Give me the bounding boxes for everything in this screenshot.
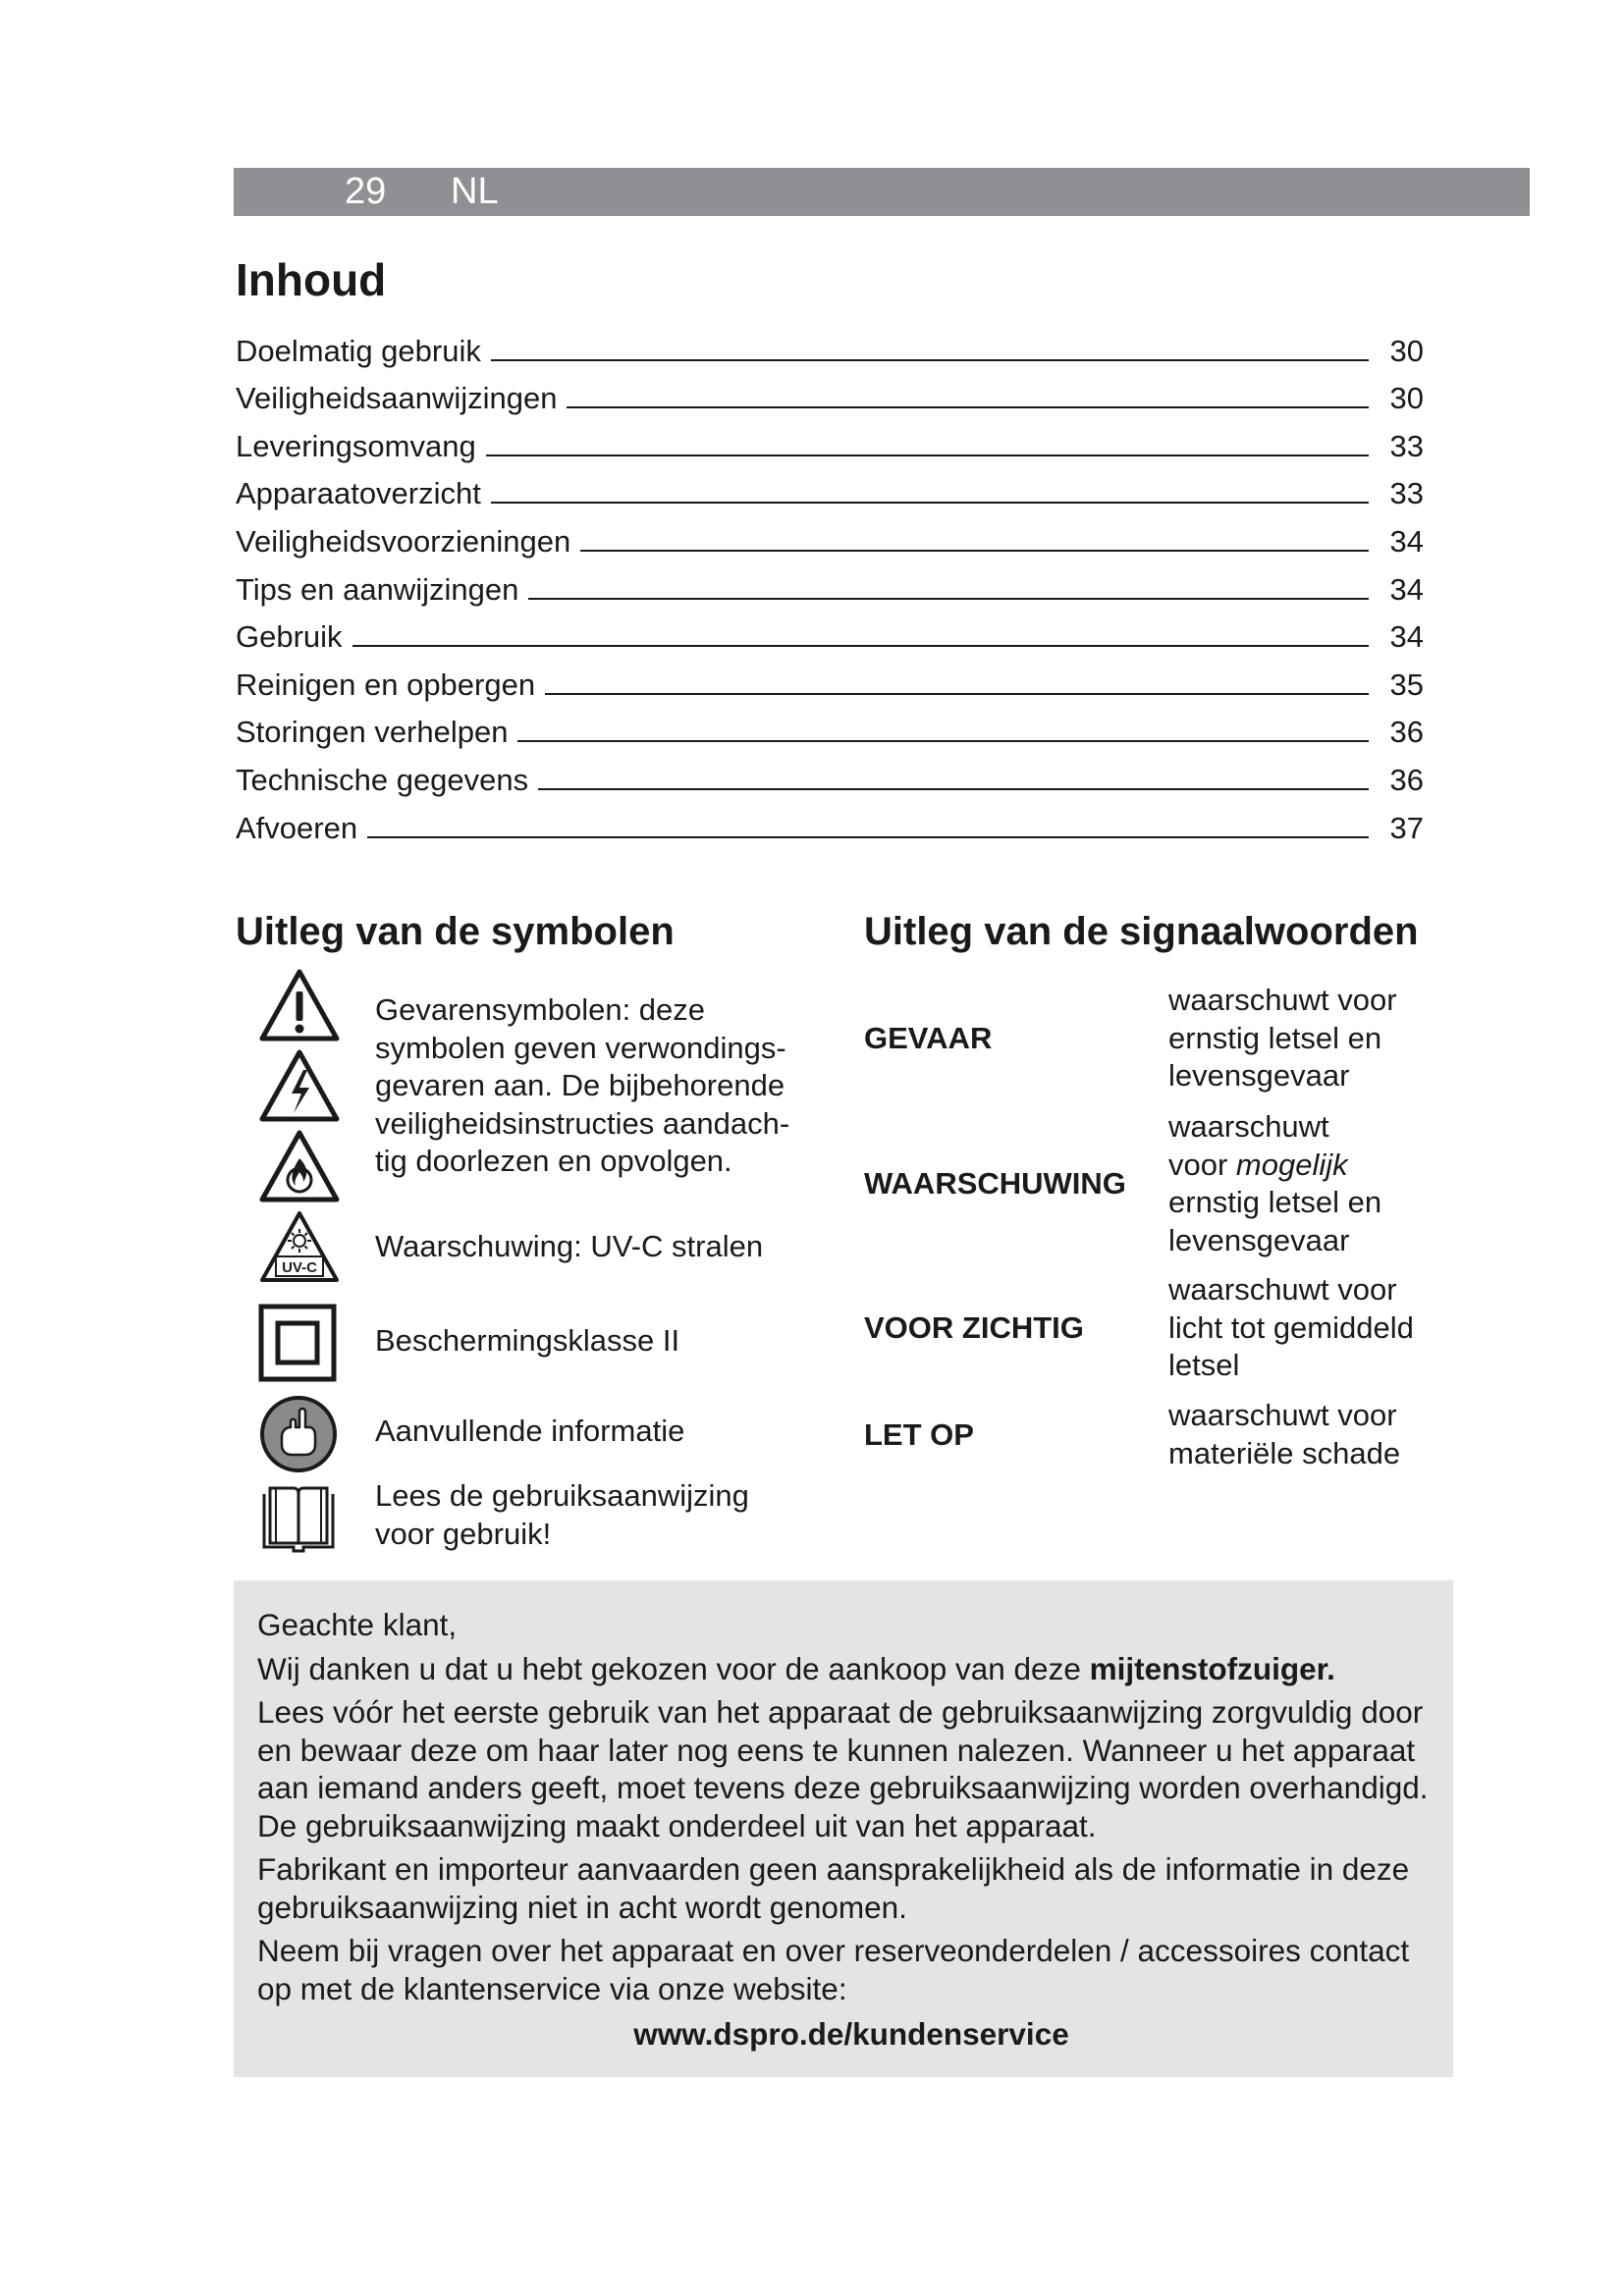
toc-page: 33 bbox=[1389, 428, 1424, 463]
toc-leader bbox=[367, 836, 1369, 838]
toc-page: 36 bbox=[1389, 762, 1424, 797]
signal-word-notice: LET OP bbox=[864, 1417, 974, 1452]
hazard-description-line: tig doorlezen en opvolgen. bbox=[375, 1144, 732, 1178]
toc-label: Apparaatoverzicht bbox=[236, 476, 481, 511]
toc-label: Tips en aanwijzingen bbox=[236, 571, 519, 607]
hazard-description-line: Gevarensymbolen: deze bbox=[375, 992, 706, 1027]
customer-service-link[interactable]: www.dspro.de/kundenservice bbox=[633, 2016, 1069, 2052]
toc-page: 34 bbox=[1389, 523, 1424, 559]
toc-leader bbox=[528, 598, 1369, 600]
page-header bbox=[234, 168, 1530, 216]
toc-entry[interactable] bbox=[236, 562, 1424, 611]
toc-leader bbox=[545, 693, 1369, 695]
electric-shock-warning-icon bbox=[258, 1048, 341, 1123]
notice-paragraph: Fabrikant en importeur aanvaarden geen aansprakelijkheid als de informatie in deze gebruiksaanwijzing niet in acht wordt genomen. bbox=[257, 1851, 1410, 1925]
toc-entry[interactable] bbox=[236, 372, 1424, 420]
signal-word-warning-description: waarschuwt voor mogelijk ernstig letsel en levensgevaar bbox=[1168, 1109, 1382, 1257]
hazard-description-line: gevaren aan. De bijbehorende bbox=[375, 1068, 785, 1102]
manual-book-icon bbox=[258, 1482, 339, 1555]
notice-greeting: Geachte klant, bbox=[257, 1607, 458, 1642]
toc-entry[interactable] bbox=[236, 467, 1424, 515]
signal-word-caution: VOOR ZICHTIG bbox=[864, 1310, 1084, 1345]
hazard-description-line: veiligheidsinstructies aandach- bbox=[375, 1105, 790, 1141]
toc-page: 30 bbox=[1389, 333, 1424, 368]
read-manual-line: Lees de gebruiksaanwijzing bbox=[375, 1478, 749, 1513]
signal-word-warning: WAARSCHUWING bbox=[864, 1166, 1126, 1201]
toc-page: 33 bbox=[1389, 476, 1424, 511]
toc-leader bbox=[567, 406, 1369, 408]
page-number: 29 bbox=[345, 171, 387, 212]
toc-page: 37 bbox=[1389, 810, 1424, 845]
toc-label: Veiligheidsvoorzieningen bbox=[236, 523, 571, 559]
toc-entry[interactable] bbox=[236, 611, 1424, 659]
uv-c-radiation-warning-icon bbox=[258, 1209, 341, 1284]
protection-class-ii-icon bbox=[258, 1304, 337, 1382]
toc-page: 34 bbox=[1389, 619, 1424, 655]
read-manual-line: voor gebruik! bbox=[375, 1516, 552, 1551]
toc-leader bbox=[491, 502, 1369, 504]
table-of-contents bbox=[236, 324, 1424, 849]
language-code: NL bbox=[451, 171, 499, 212]
toc-leader bbox=[538, 788, 1369, 790]
signal-words-section-title: Uitleg van de signaalwoorden bbox=[864, 910, 1419, 953]
notice-paragraph: Lees vóór het eerste gebruik van het apparaat de gebruiksaanwijzing zorgvuldig door en bewaar deze om haar later nog eens te kunnen nalezen. Wanneer u het apparaat aan iemand anders geeft, moet tevens deze gebruiksaanwijzing worden overhandigd. De gebruiksaanwijzing maakt onderdeel uit van het apparaat. bbox=[257, 1694, 1429, 1843]
fire-warning-icon bbox=[258, 1129, 341, 1203]
uv-c-label: UV-C bbox=[282, 1259, 317, 1276]
toc-leader bbox=[580, 550, 1369, 552]
toc-entry[interactable] bbox=[236, 658, 1424, 706]
additional-info-description: Aanvullende informatie bbox=[375, 1414, 685, 1448]
toc-entry[interactable] bbox=[236, 514, 1424, 562]
toc-page: 35 bbox=[1389, 667, 1424, 702]
toc-entry[interactable] bbox=[236, 706, 1424, 754]
toc-leader bbox=[491, 359, 1369, 361]
toc-leader bbox=[517, 740, 1369, 742]
notice-paragraph: Neem bij vragen over het apparaat en over reserveonderdelen / accessoires contact op met de klantenservice via onze website: bbox=[257, 1933, 1410, 2006]
signal-word-danger-description: waarschuwt voor ernstig letsel en levensgevaar bbox=[1168, 983, 1397, 1093]
toc-label: Technische gegevens bbox=[236, 762, 529, 797]
product-name: mijtenstofzuiger. bbox=[1089, 1650, 1335, 1686]
toc-entry[interactable] bbox=[236, 801, 1424, 849]
toc-label: Storingen verhelpen bbox=[236, 715, 509, 750]
notice-thanks: Wij danken u dat u hebt gekozen voor de aankoop van deze mijtenstofzuiger. bbox=[257, 1650, 1335, 1686]
customer-notice-box bbox=[234, 1580, 1453, 2077]
toc-page: 34 bbox=[1389, 571, 1424, 607]
toc-leader bbox=[486, 454, 1369, 456]
toc-entry[interactable] bbox=[236, 324, 1424, 372]
toc-label: Gebruik bbox=[236, 619, 343, 655]
protection-class-description: Beschermingsklasse II bbox=[375, 1323, 680, 1358]
toc-entry[interactable] bbox=[236, 753, 1424, 801]
signal-word-danger: GEVAAR bbox=[864, 1021, 993, 1055]
toc-label: Leveringsomvang bbox=[236, 428, 476, 463]
general-warning-icon bbox=[258, 968, 341, 1042]
uv-c-description: Waarschuwing: UV-C stralen bbox=[375, 1229, 764, 1263]
read-manual-description bbox=[375, 1477, 749, 1553]
toc-label: Reinigen en opbergen bbox=[236, 667, 536, 702]
toc-title: Inhoud bbox=[236, 254, 387, 305]
toc-page: 36 bbox=[1389, 715, 1424, 750]
symbols-section-title: Uitleg van de symbolen bbox=[236, 910, 675, 953]
toc-label: Doelmatig gebruik bbox=[236, 333, 481, 368]
hazard-symbols-description bbox=[375, 991, 837, 1181]
hazard-description-line: symbolen geven verwondings- bbox=[375, 1030, 786, 1065]
signal-word-caution-description: waarschuwt voor licht tot gemiddeld letsel bbox=[1168, 1272, 1414, 1382]
toc-label: Afvoeren bbox=[236, 810, 358, 845]
toc-leader bbox=[352, 645, 1369, 647]
toc-page: 30 bbox=[1389, 381, 1424, 416]
toc-entry[interactable] bbox=[236, 419, 1424, 467]
toc-label: Veiligheidsaanwijzingen bbox=[236, 381, 558, 416]
pointing-hand-info-icon bbox=[258, 1394, 339, 1474]
signal-word-notice-description: waarschuwt voor materiële schade bbox=[1168, 1398, 1401, 1470]
